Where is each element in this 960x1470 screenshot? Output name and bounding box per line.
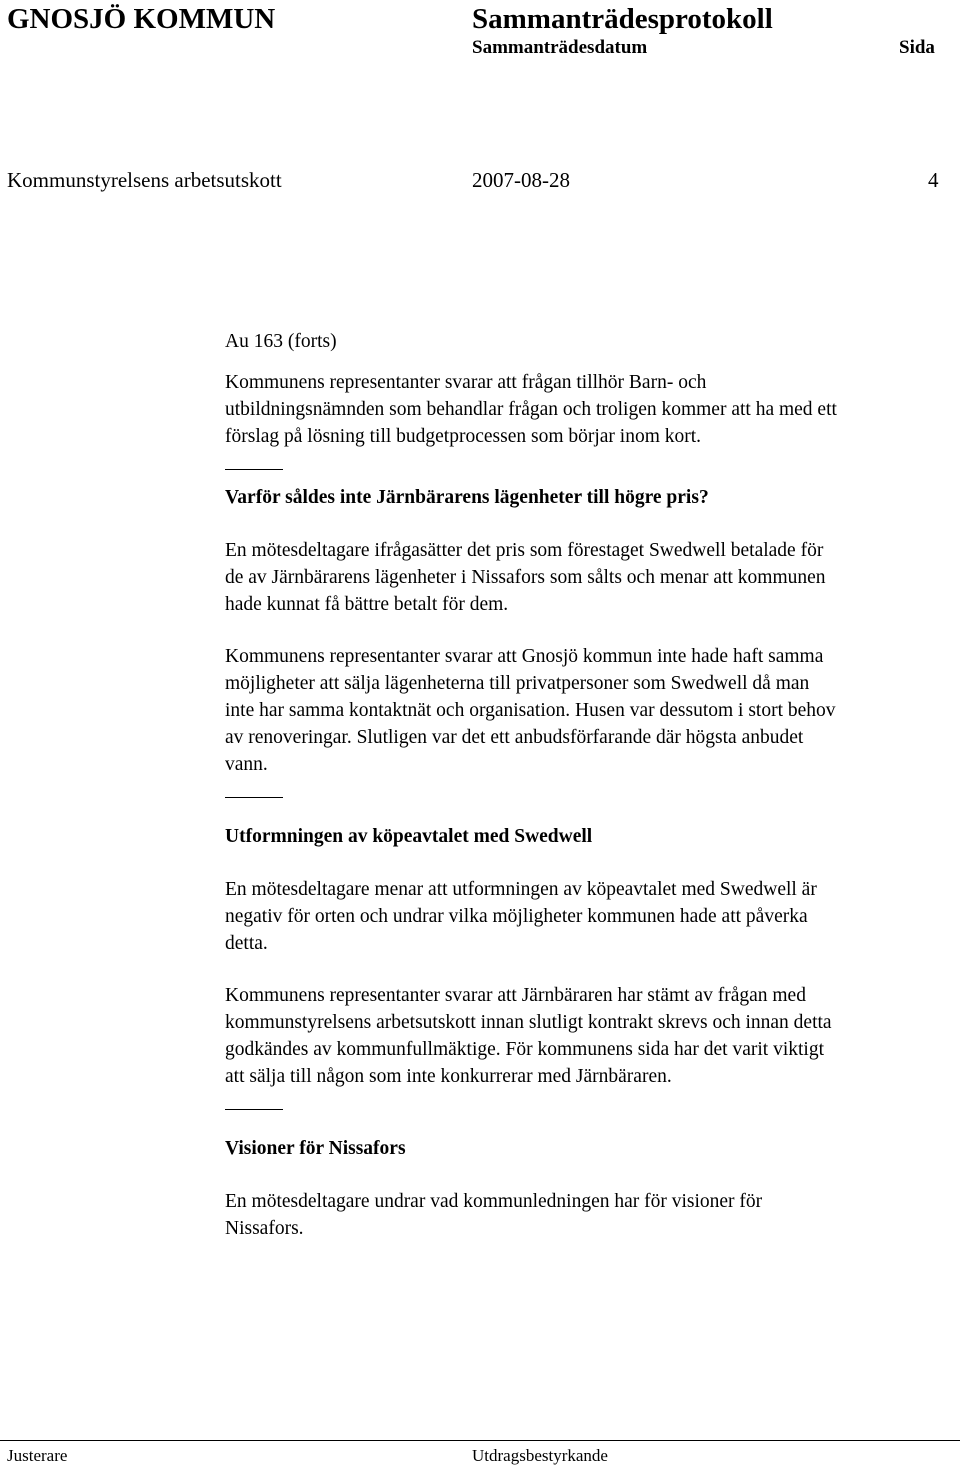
paragraph-2 <box>225 537 957 618</box>
text-line: Kommunens representanter svarar att frågan tillhör Barn- och <box>225 372 707 393</box>
text-line: detta. <box>225 933 268 954</box>
paragraph-3 <box>225 643 957 778</box>
heading-pricing: Varför såldes inte Järnbärarens lägenheter till högre pris? <box>225 487 709 508</box>
text-line: En mötesdeltagare ifrågasätter det pris som förestaget Swedwell betalade för <box>225 540 824 561</box>
paragraph-6 <box>225 1188 957 1242</box>
section-divider <box>225 797 283 798</box>
text-line: förslag på lösning till budgetprocessen som börjar inom kort. <box>225 426 702 447</box>
section-reference: Au 163 (forts) <box>225 331 337 352</box>
adjuster-label: Justerare <box>7 1446 68 1465</box>
document-title: Sammanträdesprotokoll <box>472 3 773 35</box>
text-line: Nissafors. <box>225 1218 304 1239</box>
footer-rule <box>0 1440 960 1441</box>
text-line: En mötesdeltagare undrar vad kommunledningen har för visioner för <box>225 1191 763 1212</box>
page-number: 4 <box>928 168 939 192</box>
text-line: Kommunens representanter svarar att Järnbäraren har stämt av frågan med <box>225 985 806 1006</box>
meeting-date-label: Sammanträdesdatum <box>472 37 648 58</box>
text-line: att sälja till någon som inte konkurrerar med Järnbäraren. <box>225 1066 672 1087</box>
text-line: negativ för orten och undrar vilka möjligheter kommunen hade att påverka <box>225 906 808 927</box>
committee-name: Kommunstyrelsens arbetsutskott <box>7 168 282 192</box>
section-divider <box>225 1109 283 1110</box>
heading-visions: Visioner för Nissafors <box>225 1138 406 1159</box>
text-line: möjligheter att sälja lägenheterna till privatpersoner som Swedwell då man <box>225 673 810 694</box>
text-line: inte har samma kontaktnät och organisation. Husen var dessutom i stort behov <box>225 700 836 721</box>
section-divider <box>225 469 283 470</box>
municipality-name: GNOSJÖ KOMMUN <box>7 3 276 35</box>
text-line: godkändes av kommunfullmäktige. För kommunens sida har det varit viktigt <box>225 1039 824 1060</box>
paragraph-4 <box>225 876 957 957</box>
text-line: utbildningsnämnden som behandlar frågan och troligen kommer att ha med ett <box>225 399 837 420</box>
text-line: kommunstyrelsens arbetsutskott innan slutligt kontrakt skrevs och innan detta <box>225 1012 832 1033</box>
paragraph-1 <box>225 369 957 450</box>
protocol-body <box>225 328 957 1242</box>
text-line: Kommunens representanter svarar att Gnosjö kommun inte hade haft samma <box>225 646 824 667</box>
text-line: vann. <box>225 754 268 775</box>
text-line: En mötesdeltagare menar att utformningen av köpeavtalet med Swedwell är <box>225 879 817 900</box>
text-line: av renoveringar. Slutligen var det ett anbudsförfarande där högsta anbudet <box>225 727 804 748</box>
text-line: hade kunnat få bättre betalt för dem. <box>225 594 509 615</box>
page-label: Sida <box>899 37 935 58</box>
paragraph-5 <box>225 982 957 1090</box>
extract-certification-label: Utdragsbestyrkande <box>472 1446 608 1465</box>
heading-purchase-agreement: Utformningen av köpeavtalet med Swedwell <box>225 826 593 847</box>
meeting-date: 2007-08-28 <box>472 168 570 192</box>
text-line: de av Järnbärarens lägenheter i Nissafors som sålts och menar att kommunen <box>225 567 826 588</box>
